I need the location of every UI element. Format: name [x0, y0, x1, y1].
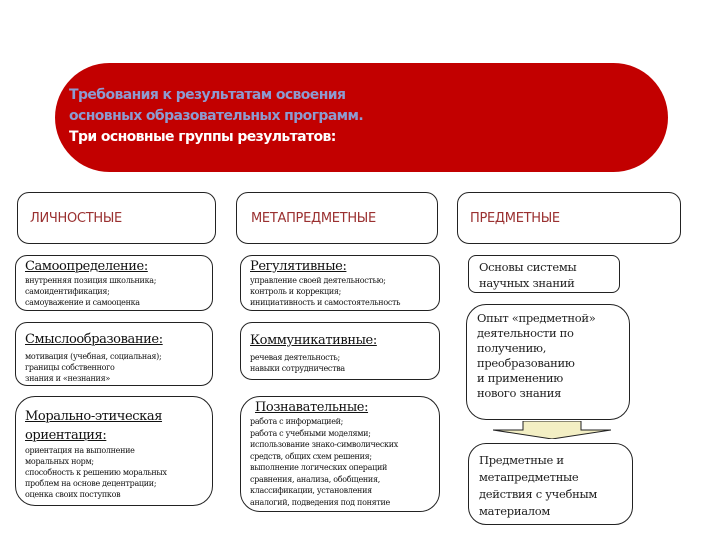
category-label: МЕТАПРЕДМЕТНЫЕ	[251, 211, 376, 226]
box-line: работа с учебными моделями;	[250, 428, 371, 438]
meta-regulatory	[240, 255, 440, 311]
box-line: способность к решению моральных	[25, 468, 167, 477]
box-line: аналогий, подведения под понятие	[250, 497, 390, 507]
header-line-3: Три основные группы результатов:	[69, 129, 336, 145]
subject-experience	[466, 304, 630, 420]
personal-self-determination	[15, 255, 213, 311]
box-line: классификации, установления	[250, 486, 372, 495]
box-line: материалом	[479, 504, 551, 518]
box-title: Смыслообразование:	[25, 332, 163, 347]
box-line: нового знания	[477, 386, 562, 400]
subject-foundations	[468, 255, 620, 293]
box-title: Познавательные:	[255, 400, 369, 415]
box-line: контроль и коррекция;	[250, 287, 342, 296]
box-line: знания и «незнания»	[25, 374, 110, 383]
meta-cognitive	[240, 396, 440, 512]
box-line: моральных норм;	[25, 457, 94, 466]
box-line: Опыт «предметной»	[477, 311, 596, 325]
box-line: деятельности по	[477, 326, 574, 340]
box-line: навыки сотрудничества	[250, 364, 345, 373]
meta-communicative	[240, 322, 440, 380]
box-line: границы собственного	[25, 363, 115, 372]
down-arrow-icon	[493, 421, 611, 439]
box-line: управление своей деятельностью;	[250, 276, 386, 285]
subject-actions	[468, 443, 633, 525]
box-line: ориентация на выполнение	[25, 446, 135, 455]
box-line: выполнение логических операций	[250, 463, 388, 472]
box-line: Предметные и	[479, 453, 564, 467]
box-line: научных знаний	[479, 276, 575, 290]
box-line: получению,	[477, 341, 547, 355]
box-line: сравнения, анализа, обобщения,	[250, 474, 380, 484]
category-personal	[17, 192, 216, 244]
box-line: средств, общих схем решения;	[250, 451, 372, 461]
box-title: Морально-этическая ориентация:	[25, 409, 163, 443]
box-line: метапредметные	[479, 470, 579, 484]
box-title: Коммуникативные:	[250, 333, 377, 348]
box-line: преобразованию	[477, 356, 575, 370]
category-meta	[236, 192, 438, 244]
box-line: мотивация (учебная, социальная);	[25, 352, 162, 361]
box-line: самоуважение и самооценка	[25, 298, 140, 307]
box-line: работа с информацией;	[250, 417, 344, 426]
box-line: проблем на основе децентрации;	[25, 479, 157, 488]
box-line: использование знако-символических	[250, 440, 398, 449]
box-line: речевая деятельность;	[250, 353, 340, 362]
personal-moral-orientation	[15, 396, 213, 506]
box-line: Основы системы	[479, 260, 577, 274]
box-line: внутренняя позиция школьника;	[25, 276, 157, 285]
box-title: Регулятивные:	[250, 259, 347, 274]
box-line: самоидентификация;	[25, 287, 110, 296]
category-label: ЛИЧНОСТНЫЕ	[30, 211, 122, 226]
header-line-1: Требования к результатам освоения	[69, 87, 346, 103]
header-line-2: основных образовательных программ.	[69, 108, 364, 124]
category-subject	[457, 192, 681, 244]
box-line: и применению	[477, 371, 563, 385]
category-label: ПРЕДМЕТНЫЕ	[470, 211, 560, 226]
box-title: Самоопределение:	[25, 259, 148, 274]
header-banner	[55, 63, 668, 172]
box-line: действия с учебным	[479, 487, 597, 501]
box-line: оценка своих поступков	[25, 490, 121, 499]
box-line: инициативность и самостоятельность	[250, 298, 401, 307]
personal-meaning-formation	[15, 322, 213, 386]
